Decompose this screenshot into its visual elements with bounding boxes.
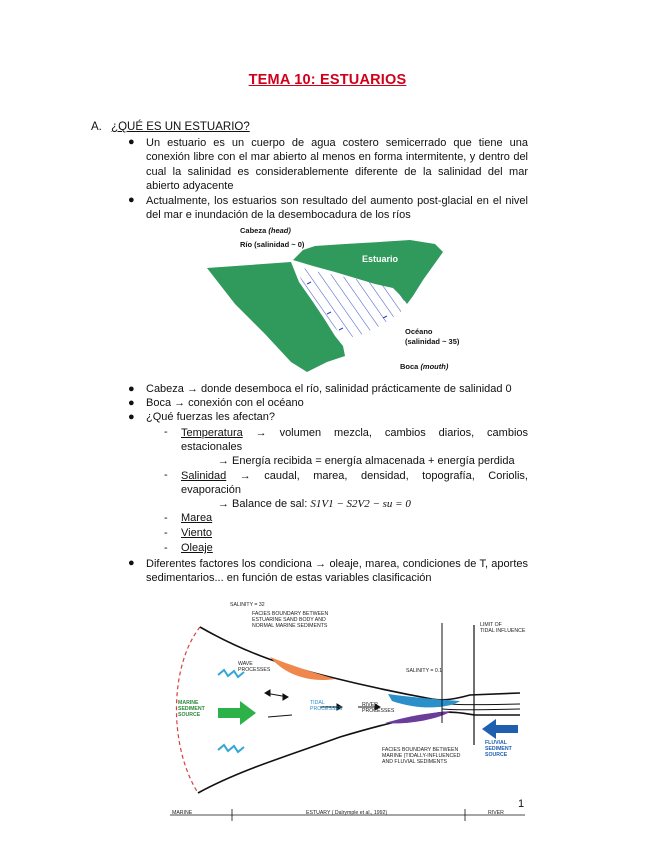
fluvial-source-arrow-icon — [482, 719, 518, 739]
axis-label-marine: MARINE — [172, 810, 193, 816]
bullet-icon: ● — [128, 557, 135, 569]
paragraph-origin: Actualmente, los estuarios son resultado del aumento post-glacial en el nivel del mar e inundación de la desembocadura de los ríos — [146, 195, 528, 222]
label-marine-source: MARINE SEDIMENT SOURCE — [178, 700, 205, 718]
dash-icon: - — [164, 512, 168, 524]
bullet-icon: ● — [128, 411, 135, 423]
wave-arrow-icon — [218, 745, 244, 752]
force-wind: Viento — [181, 527, 212, 539]
bullet-icon: ● — [128, 194, 135, 206]
label-salinity-01: SALINITY = 0.1 — [406, 668, 443, 674]
label-river: Río (salinidad ~ 0) — [240, 240, 305, 249]
label-wave-processes: WAVE PROCESSES — [238, 661, 271, 673]
label-estuary: Estuario — [362, 254, 399, 264]
dash-icon: - — [164, 469, 168, 481]
label-ocean: Océano — [405, 327, 433, 336]
label-tidal-limit: LIMIT OF TIDAL INFLUENCE — [480, 622, 526, 634]
label-fluvial-source: FLUVIAL SEDIMENT SOURCE — [485, 740, 512, 758]
axis-label-river: RIVER — [488, 810, 504, 816]
bullet-icon: ● — [128, 136, 135, 148]
label-head: Cabeza (head) — [240, 226, 291, 235]
bullet-icon: ● — [128, 397, 135, 409]
label-facies-top: FACIES BOUNDARY BETWEEN ESTUARINE SAND BODY AND NORMAL MARINE SEDIMENTS — [252, 611, 329, 629]
estuary-model-diagram — [170, 595, 525, 830]
force-temperature: Temperatura → volumen mezcla, cambios diarios, cambios estacionales — [181, 427, 529, 454]
force-waves: Oleaje — [181, 542, 213, 554]
label-river-processes: RIVER PROCESSES — [362, 702, 395, 714]
dash-icon: - — [164, 542, 168, 554]
tidal-water-wedge — [388, 694, 460, 707]
dash-icon: - — [164, 527, 168, 539]
label-mouth: Boca (mouth) — [400, 362, 449, 371]
paragraph-factors: Diferentes factores los condiciona → oleaje, marea, condiciones de T, aportes sedimentarios... en función de estas variables clasificación — [146, 558, 528, 585]
force-temperature-detail: → Energía recibida = energía almacenada + energía perdida — [218, 455, 515, 467]
label-facies-bottom: FACIES BOUNDARY BETWEEN MARINE (TIDALLY-INFLUENCED AND FLUVIAL SEDIMENTS — [382, 747, 461, 765]
label-tidal-processes: TIDAL PROCESSES — [310, 700, 343, 712]
force-salinity-detail: → Balance de sal: S1V1 − S2V2 − su = 0 — [218, 498, 411, 510]
bullet-head: Cabeza → donde desemboca el río, salinidad prácticamente de salinidad 0 — [146, 383, 512, 395]
marine-source-arrow-icon — [218, 701, 256, 725]
section-heading — [91, 121, 250, 133]
page-title: TEMA 10: ESTUARIOS — [248, 72, 407, 88]
axis-label-estuary: ESTUARY ( Dalrymple et al., 1992) — [306, 810, 388, 816]
bullet-mouth: Boca → conexión con el océano — [146, 397, 304, 409]
page-number: 1 — [518, 798, 525, 810]
force-tide: Marea — [181, 512, 213, 524]
lower-shoreline — [198, 712, 520, 793]
bullet-forces: ¿Qué fuerzas les afectan? — [146, 411, 276, 423]
force-salinity: Salinidad → caudal, marea, densidad, topografía, Coriolis, evaporación — [181, 470, 528, 497]
wave-sediment-wedge — [270, 657, 335, 680]
bullet-icon: ● — [128, 383, 135, 395]
paragraph-definition: Un estuario es un cuerpo de agua costero semicerrado que tiene una conexión libre con el mar abierto al menos en forma intermitente, y dentro del cual la salinidad es considerablemente diferente de la salinidad del mar abierto adyacente — [146, 137, 528, 192]
label-ocean-salinity: (salinidad ~ 35) — [405, 337, 460, 346]
channel-line — [442, 709, 520, 710]
estuary-diagram — [195, 222, 455, 377]
label-salinity-32: SALINITY = 32 — [230, 602, 265, 608]
section-letter: A. — [91, 121, 102, 133]
dash-icon: - — [164, 426, 168, 438]
section-heading-text: ¿QUÉ ES UN ESTUARIO? — [111, 121, 250, 133]
